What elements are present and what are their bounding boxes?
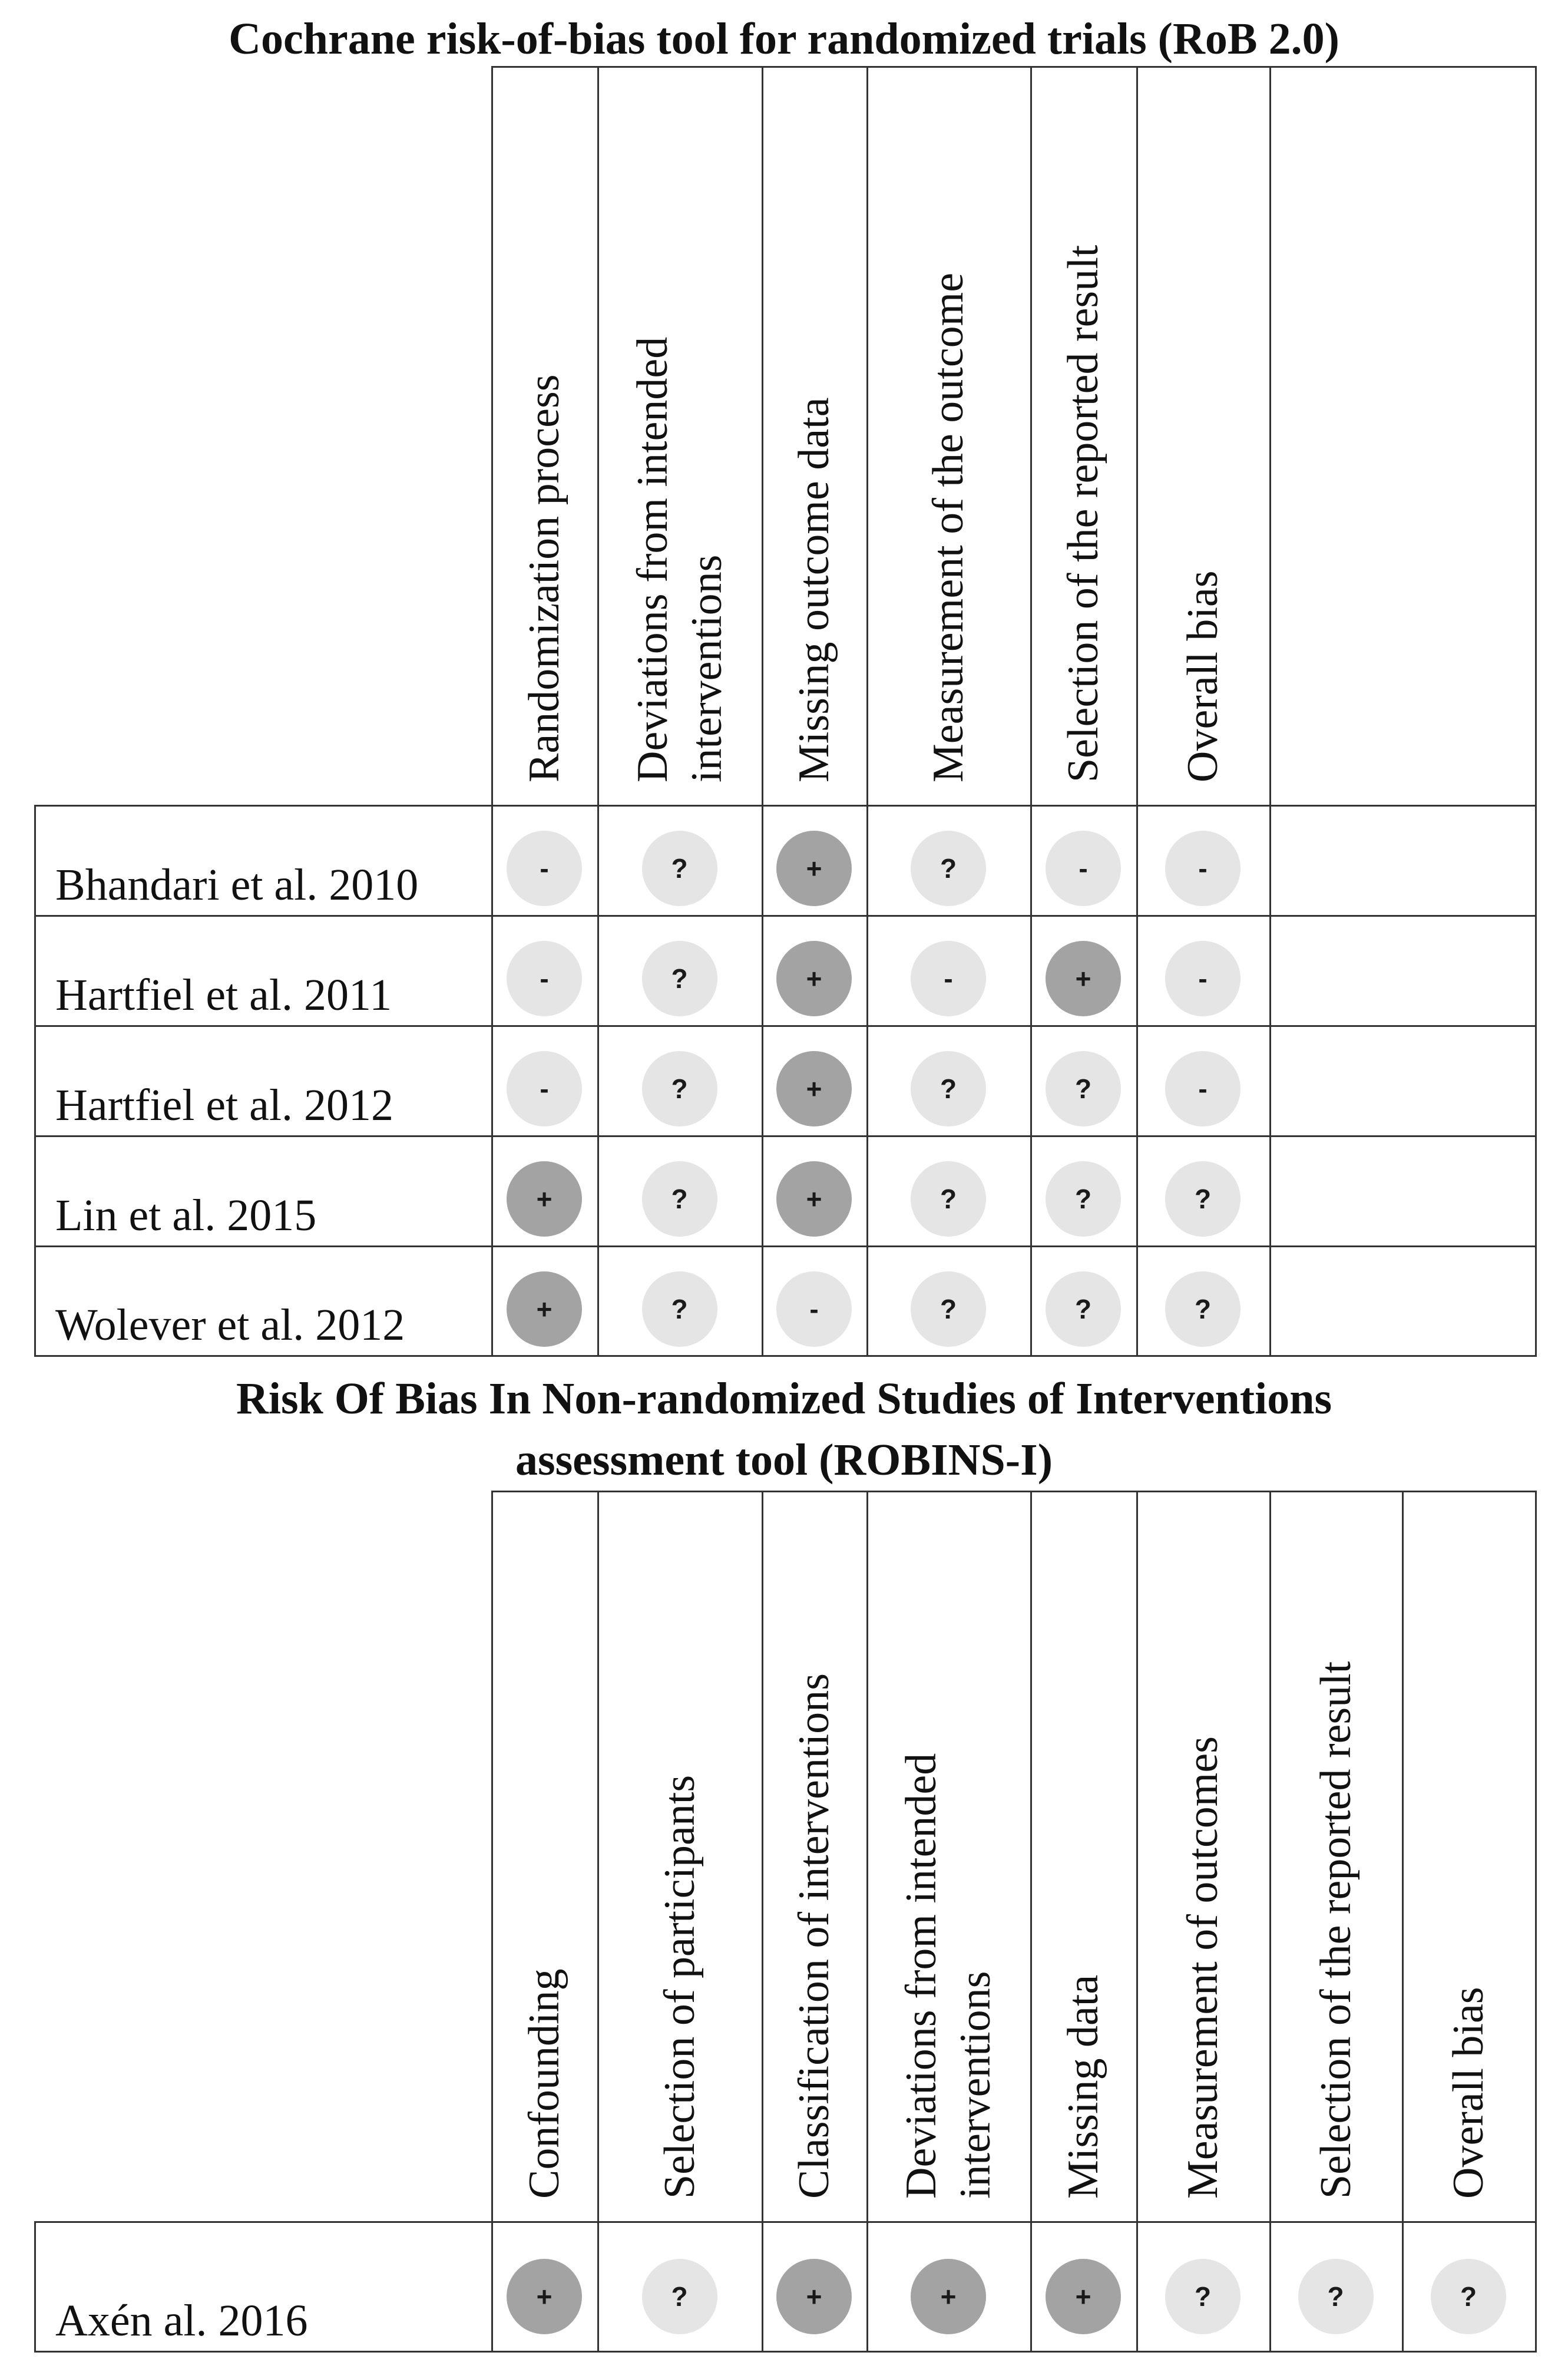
robins-header-classification-of-interventions [787,1673,841,2199]
rob2-grid-column-line [1136,66,1138,1357]
robins-header-confounding [517,1968,571,2199]
robins-grid-top-line [491,1491,1537,1492]
robins-grid-column-line [866,1491,868,2353]
robins-header-line: Selection of participants [655,1775,704,2199]
robins-header-line: Measurement of outcomes [1179,1736,1227,2199]
rob2-rating-high-dot: - [1165,941,1240,1016]
rob2-rating-high-dot: - [1165,1051,1240,1126]
rob2-header-line: Measurement of the outcome [924,272,972,782]
robins-grid-column-line [762,1491,763,2353]
rob2-rating-unclear-dot: ? [911,831,986,906]
robins-header-measurement-of-outcomes [1176,1736,1230,2199]
rob2-grid-column-line [866,66,868,1357]
rob2-rating-high-dot: - [911,941,986,1016]
rob2-study-name: Lin et al. 2015 [55,1191,317,1240]
rob2-study-name: Bhandari et al. 2010 [55,860,419,910]
robins-rating-low-dot: + [911,2259,986,2334]
rob2-study-name: Wolever et al. 2012 [55,1300,405,1350]
rob2-rating-unclear-dot: ? [911,1271,986,1347]
robins-grid-column-line [1535,1491,1537,2353]
robins-grid-column-line [491,1491,493,2353]
robins-study-name: Axén al. 2016 [55,2296,308,2345]
rob2-rating-unclear-dot: ? [1046,1271,1121,1347]
robins-grid-column-line [1402,1491,1404,2353]
rob2-rating-high-dot: - [1165,831,1240,906]
rob2-rating-low-dot: + [1046,941,1121,1016]
robins-header-line: Classification of interventions [790,1673,838,2199]
robins-header-line: Missing data [1059,1974,1107,2199]
robins-header-deviations-from-intended-interventions [894,1753,1003,2199]
rob2-grid-column-line [762,66,763,1357]
rob2-rating-unclear-dot: ? [642,1051,717,1126]
rob2-rating-high-dot: - [776,1271,852,1347]
rob2-rating-unclear-dot: ? [1046,1161,1121,1237]
rob2-study-name: Hartfiel et al. 2011 [55,970,392,1020]
rob2-grid-column-line [1269,66,1271,1357]
rob2-grid-column-line [1535,66,1537,1357]
robins-grid-left-line [34,2221,36,2353]
rob2-header-line: Deviations from intended [628,336,677,782]
robins-header-overall-bias [1441,1987,1496,2199]
rob2-grid-header-line [34,805,1537,807]
rob2-grid-row-line [34,915,1537,917]
rob2-header-line: Overall bias [1179,570,1227,782]
robins-title-line2: assessment tool (ROBINS-I) [515,1435,1053,1485]
rob2-rating-unclear-dot: ? [642,831,717,906]
rob2-grid-row-line [34,1025,1537,1027]
rob2-header-measurement-of-the-outcome [921,273,975,782]
robins-grid-column-line [597,1491,599,2353]
rob2-rating-high-dot: - [507,941,582,1016]
rob2-grid-left-line [34,805,36,1357]
rob2-rating-low-dot: + [776,1161,852,1237]
robins-rating-low-dot: + [776,2259,852,2334]
robins-header-missing-data [1056,1975,1110,2199]
rob2-header-selection-of-the-reported-result [1056,245,1110,782]
robins-rating-low-dot: + [1046,2259,1121,2334]
rob2-rating-unclear-dot: ? [911,1051,986,1126]
rob2-grid-row-line [34,1355,1537,1357]
rob2-grid-column-line [491,66,493,1357]
robins-grid-column-line [1269,1491,1271,2353]
robins-grid-row-line [34,2351,1537,2353]
robins-rating-unclear-dot: ? [1298,2259,1374,2334]
rob2-header-missing-outcome-data [787,397,841,782]
rob2-rating-low-dot: + [776,831,852,906]
robins-header-line: interventions [951,1971,1000,2199]
rob2-rating-unclear-dot: ? [642,941,717,1016]
rob2-rating-high-dot: - [507,831,582,906]
rob2-header-line: interventions [682,554,731,782]
robins-header-line: Confounding [520,1968,568,2199]
rob2-rating-unclear-dot: ? [1165,1161,1240,1237]
rob2-grid-top-line [491,66,1537,68]
rob2-title: Cochrane risk-of-bias tool for randomized trials (RoB 2.0) [229,14,1339,64]
rob2-grid-row-line [34,1245,1537,1247]
rob2-rating-low-dot: + [507,1271,582,1347]
rob2-rating-unclear-dot: ? [642,1161,717,1237]
rob2-header-overall-bias [1176,570,1230,782]
robins-rating-low-dot: + [507,2259,582,2334]
robins-header-line: Overall bias [1444,1987,1493,2199]
rob2-rating-low-dot: + [776,941,852,1016]
robins-grid-column-line [1136,1491,1138,2353]
rob2-study-name: Hartfiel et al. 2012 [55,1081,394,1130]
robins-rating-unclear-dot: ? [1165,2259,1240,2334]
robins-header-selection-of-the-reported-result [1309,1661,1363,2199]
rob2-rating-unclear-dot: ? [1046,1051,1121,1126]
rob2-grid-column-line [597,66,599,1357]
robins-grid-header-line [34,2221,1537,2223]
robins-rating-unclear-dot: ? [642,2259,717,2334]
rob2-rating-high-dot: - [507,1051,582,1126]
rob2-header-randomization-process [517,374,571,782]
rob2-rating-unclear-dot: ? [911,1161,986,1237]
rob2-grid-column-line [1030,66,1032,1357]
rob2-rating-low-dot: + [776,1051,852,1126]
rob2-header-line: Randomization process [520,374,568,782]
robins-header-line: Deviations from intended [897,1753,945,2199]
rob2-header-line: Selection of the reported result [1059,245,1107,782]
rob2-rating-unclear-dot: ? [642,1271,717,1347]
rob2-rating-low-dot: + [507,1161,582,1237]
rob2-rating-high-dot: - [1046,831,1121,906]
rob2-header-line: Missing outcome data [790,397,838,782]
rob2-rating-unclear-dot: ? [1165,1271,1240,1347]
rob2-grid-row-line [34,1135,1537,1137]
robins-header-line: Selection of the reported result [1311,1661,1360,2199]
robins-title-line1: Risk Of Bias In Non-randomized Studies of Interventions [236,1374,1332,1423]
robins-header-selection-of-participants [653,1775,707,2199]
rob2-header-deviations-from-intended-interventions [626,337,734,782]
robins-rating-unclear-dot: ? [1431,2259,1506,2334]
robins-grid-column-line [1030,1491,1032,2353]
